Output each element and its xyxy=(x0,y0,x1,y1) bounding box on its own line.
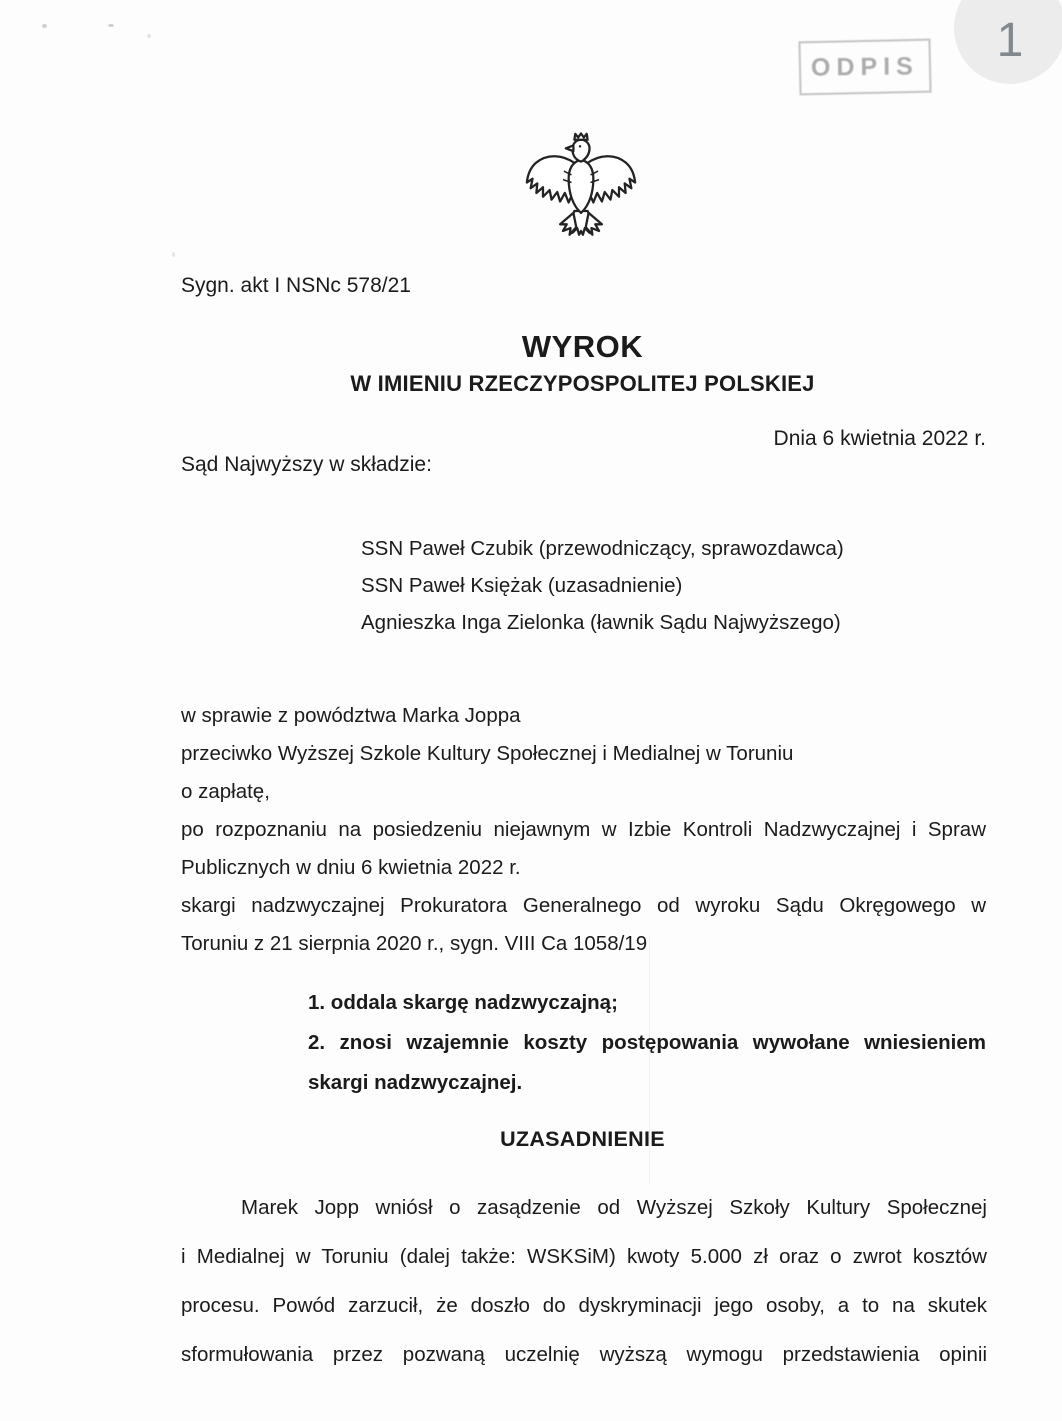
case-description-line: po rozpoznaniu na posiedzeniu niejawnym w Izbie Kontroli Nadzwyczajnej i Spraw xyxy=(181,818,986,841)
reasoning-line: sformułowania przez pozwaną uczelnię wyższą wymogu przedstawienia opinii xyxy=(181,1343,987,1366)
section-heading: UZASADNIENIE xyxy=(500,1127,665,1151)
judgment-date: Dnia 6 kwietnia 2022 r. xyxy=(773,427,986,450)
case-description-line: skargi nadzwyczajnej Prokuratora Generalnego od wyroku Sądu Okręgowego w xyxy=(181,894,986,917)
reasoning-line: procesu. Powód zarzucił, że doszło do dyskryminacji jego osoby, a to na skutek xyxy=(181,1294,987,1317)
ruling-point: skargi nadzwyczajnej. xyxy=(308,1071,523,1094)
judge-line: SSN Paweł Czubik (przewodniczący, sprawozdawca) xyxy=(361,537,844,560)
page-number-badge xyxy=(954,0,1062,84)
case-description-line: w sprawie z powództwa Marka Joppa xyxy=(181,704,521,727)
polish-eagle-icon xyxy=(524,129,638,255)
reasoning-line: i Medialnej w Toruniu (dalej także: WSKSiM) kwoty 5.000 zł oraz o zwrot kosztów xyxy=(181,1245,987,1268)
odpis-stamp xyxy=(798,39,931,96)
judge-line: SSN Paweł Księżak (uzasadnienie) xyxy=(361,574,683,597)
panel-composition-intro: Sąd Najwyższy w składzie: xyxy=(181,453,432,476)
case-description-line: o zapłatę, xyxy=(181,780,270,803)
case-description-line: przeciwko Wyższej Szkole Kultury Społecznej i Medialnej w Toruniu xyxy=(181,742,794,765)
odpis-stamp-text: ODPIS xyxy=(810,51,920,82)
page-number: 1 xyxy=(996,14,1024,67)
ruling-point: 2. znosi wzajemnie koszty postępowania wywołane wniesieniem xyxy=(308,1031,986,1054)
ruling-point: 1. oddala skargę nadzwyczajną; xyxy=(308,991,618,1014)
scan-speck xyxy=(108,24,114,27)
judgment-subtitle: W IMIENIU RZECZYPOSPOLITEJ POLSKIEJ xyxy=(350,371,815,396)
case-description-line: Toruniu z 21 sierpnia 2020 r., sygn. VIII Ca 1058/19 xyxy=(181,932,648,955)
judgment-title: WYROK xyxy=(521,329,644,364)
scan-speck xyxy=(42,24,47,28)
case-reference: Sygn. akt I NSNc 578/21 xyxy=(181,274,411,297)
scan-speck xyxy=(147,34,151,38)
judge-line: Agnieszka Inga Zielonka (ławnik Sądu Najwyższego) xyxy=(361,611,841,634)
case-description-line: Publicznych w dniu 6 kwietnia 2022 r. xyxy=(181,856,521,879)
reasoning-line: Marek Jopp wniósł o zasądzenie od Wyższej Szkoły Kultury Społecznej xyxy=(241,1196,987,1219)
scan-fold-line xyxy=(649,935,650,1185)
scan-speck xyxy=(172,252,175,257)
